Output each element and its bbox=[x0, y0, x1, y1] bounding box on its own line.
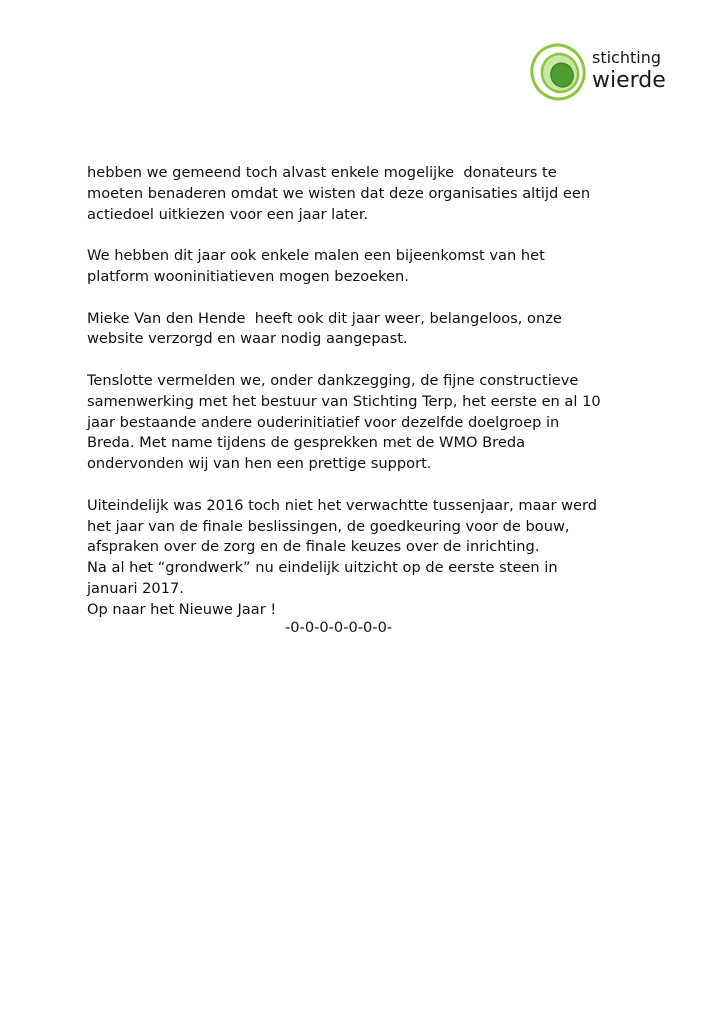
paragraph-website bbox=[87, 309, 687, 351]
stichting-wierde-logo bbox=[530, 42, 700, 104]
text-line: hebben we gemeend toch alvast enkele mogelijke donateurs te bbox=[87, 164, 557, 181]
text-line: platform wooninitiatieven mogen bezoeken. bbox=[87, 267, 409, 285]
text-line: Op naar het Nieuwe Jaar ! bbox=[87, 600, 277, 618]
paragraph-samenwerking bbox=[87, 371, 687, 475]
text-line: januari 2017. bbox=[87, 579, 184, 597]
text-line: moeten benaderen omdat we wisten dat deze organisaties altijd een bbox=[87, 184, 591, 202]
text-line: het jaar van de finale beslissingen, de goedkeuring voor de bouw, bbox=[87, 517, 570, 535]
text-line: website verzorgd en waar nodig aangepast. bbox=[87, 330, 408, 348]
text-line: actiedoel uitkiezen voor een jaar later. bbox=[87, 205, 369, 223]
text-line: We hebben dit jaar ook enkele malen een bijeenkomst van het bbox=[87, 247, 545, 265]
text-line: Tenslotte vermelden we, onder dankzegging, de fijne constructieve bbox=[87, 371, 579, 389]
text-line: Mieke Van den Hende heeft ook dit jaar weer, belangeloos, onze bbox=[87, 309, 562, 327]
paragraph-platform bbox=[87, 246, 687, 288]
text-line: afspraken over de zorg en de finale keuzes over de inrichting. bbox=[87, 538, 540, 556]
text-line: ondervonden wij van hen een prettige support. bbox=[87, 455, 432, 473]
text-line: Na al het “grondwerk” nu eindelijk uitzicht op de eerste steen in bbox=[87, 559, 558, 577]
text-line: jaar bestaande andere ouderinitiatief voor dezelfde doelgroep in bbox=[87, 413, 560, 431]
logo-mark-icon bbox=[530, 42, 590, 104]
document-body bbox=[87, 163, 687, 641]
text-line: Uiteindelijk was 2016 toch niet het verwachtte tussenjaar, maar werd bbox=[87, 496, 598, 514]
text-line: samenwerking met het bestuur van Stichting Terp, het eerste en al 10 bbox=[87, 392, 601, 410]
closing-separator: -0-0-0-0-0-0-0- bbox=[285, 619, 393, 636]
logo-text-wierde: wierde bbox=[592, 68, 666, 93]
paragraph-2016 bbox=[87, 496, 687, 621]
paragraph-donateurs bbox=[87, 163, 687, 225]
logo-text-stichting: stichting bbox=[592, 48, 662, 67]
text-line: Breda. Met name tijdens de gesprekken met de WMO Breda bbox=[87, 434, 526, 452]
